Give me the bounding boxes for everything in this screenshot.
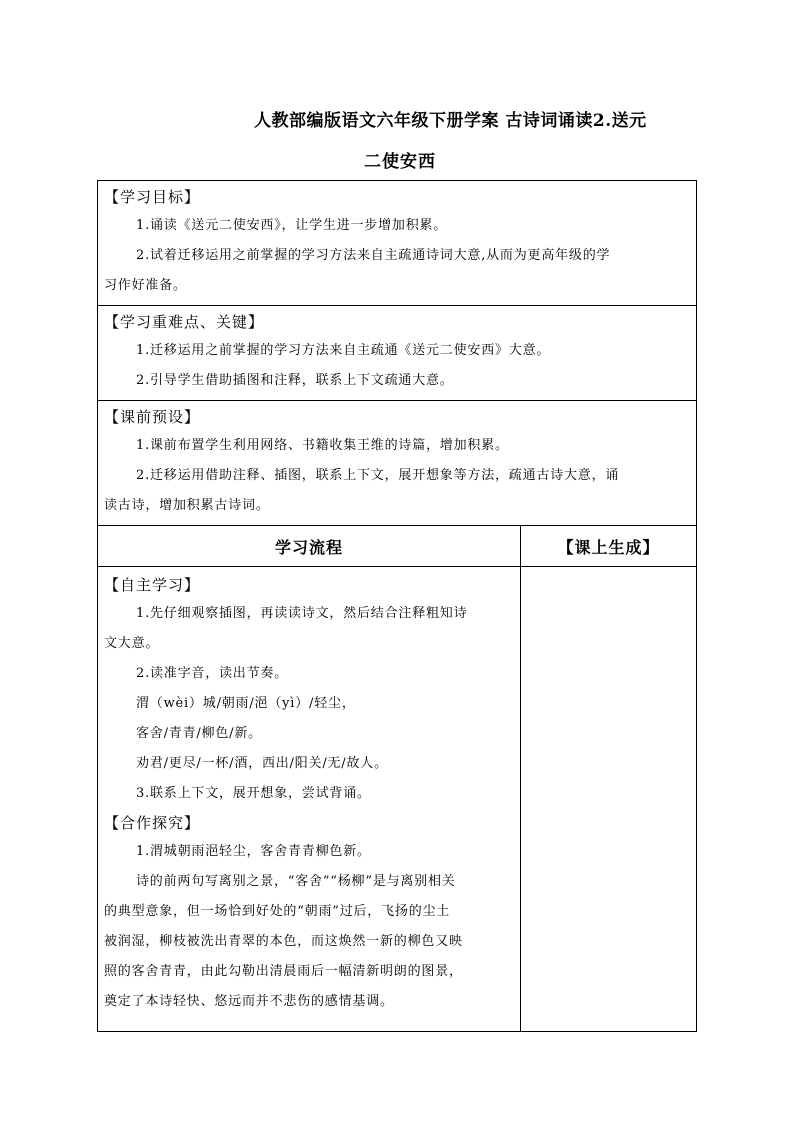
preview-heading: 【课前预设】 (104, 408, 201, 426)
generation-column-header: 【课上生成】 (521, 526, 696, 567)
objective-item-2-cont: 习作好准备。 (104, 278, 187, 293)
coop-paragraph-line-2: 的典型意象，但一场恰到好处的“朝雨”过后，飞扬的尘土 (104, 904, 451, 919)
flow-content-cell (98, 567, 521, 1031)
coop-paragraph-line-4: 照的客舍青青，由此勾勒出清晨雨后一幅清新明朗的图景， (104, 964, 463, 979)
objective-item-2: 2.试着迁移运用之前掌握的学习方法来自主疏通诗词大意,从而为更高年级的学 (136, 248, 611, 263)
lesson-table (97, 180, 697, 1032)
preview-item-2-cont: 读古诗，增加积累古诗词。 (104, 498, 270, 513)
coop-paragraph-line-5: 奠定了本诗轻快、悠远而并不悲伤的感情基调。 (104, 994, 394, 1009)
preview-section (98, 401, 696, 526)
preview-item-1: 1.课前布置学生利用网络、书籍收集王维的诗篇，增加积累。 (136, 438, 509, 453)
self-item-2: 2.读准字音，读出节奏。 (136, 666, 289, 681)
page-title-line2: 二使安西 (364, 152, 436, 172)
keypoint-item-2: 2.引导学生借助插图和注释，联系上下文疏通大意。 (136, 373, 454, 388)
coop-paragraph-line-1: 诗的前两句写离别之景，“客舍”“杨柳”是与离别相关 (136, 874, 456, 889)
flow-column-header: 学习流程 (98, 526, 521, 567)
flow-body-row (98, 567, 696, 1031)
poem-line-2: 客舍/青青/柳色/新。 (136, 726, 262, 741)
objective-item-1: 1.诵读《送元二使安西》，让学生进一步增加积累。 (136, 218, 448, 233)
self-item-1-cont: 文大意。 (104, 636, 160, 651)
keypoints-heading: 【学习重难点、关键】 (104, 313, 265, 331)
preview-item-2: 2.迁移运用借助注释、插图，联系上下文，展开想象等方法，疏通古诗大意，诵 (136, 468, 620, 483)
self-study-heading: 【自主学习】 (104, 576, 201, 594)
self-item-3: 3.联系上下文，展开想象，尝试背诵。 (136, 786, 371, 801)
objectives-section (98, 181, 696, 306)
keypoints-section (98, 306, 696, 401)
keypoint-item-1: 1.迁移运用之前掌握的学习方法来自主疏通《送元二使安西》大意。 (136, 343, 551, 358)
cooperation-heading: 【合作探究】 (104, 814, 201, 832)
self-item-1: 1.先仔细观察插图，再读读诗文，然后结合注释粗知诗 (136, 606, 468, 621)
poem-line-1: 渭（wèi）城/朝雨/浥（yì）/轻尘， (136, 696, 356, 711)
coop-paragraph-line-3: 被润湿，柳枝被洗出青翠的本色，而这焕然一新的柳色又映 (104, 934, 463, 949)
poem-line-3: 劝君/更尽/一杯/酒，西出/阳关/无/故人。 (136, 756, 388, 771)
page-title-line1: 人教部编版语文六年级下册学案 古诗词诵读2.送元 (254, 111, 647, 131)
generation-content-cell (521, 567, 696, 1031)
flow-header-row (98, 526, 696, 567)
objectives-heading: 【学习目标】 (104, 188, 201, 206)
coop-item-1: 1.渭城朝雨浥轻尘，客舍青青柳色新。 (136, 844, 371, 859)
